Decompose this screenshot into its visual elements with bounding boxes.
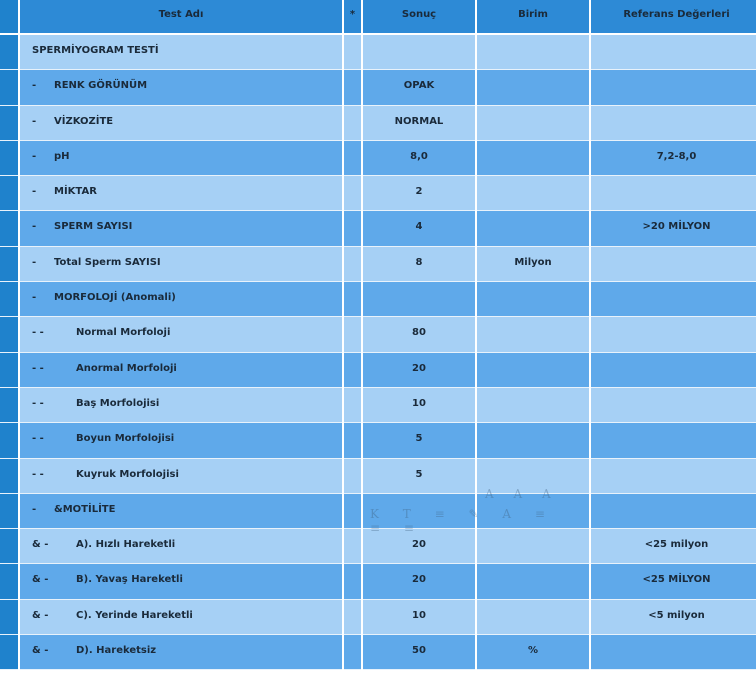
result-cell[interactable]: [363, 282, 475, 317]
row-prefix: - -: [32, 327, 44, 339]
unit-cell[interactable]: [477, 494, 589, 529]
row-gutter: [0, 600, 18, 635]
unit-cell[interactable]: %: [477, 635, 589, 670]
star-cell[interactable]: [344, 70, 361, 105]
result-cell[interactable]: 10: [363, 388, 475, 423]
reference-cell[interactable]: [591, 282, 756, 317]
row-prefix: -: [32, 256, 37, 268]
test-name-cell[interactable]: [20, 600, 342, 635]
row-prefix: -: [32, 115, 37, 127]
result-cell[interactable]: 20: [363, 353, 475, 388]
header-test-name[interactable]: Test Adı: [20, 0, 342, 35]
star-cell[interactable]: [344, 106, 361, 141]
star-cell[interactable]: [344, 282, 361, 317]
reference-cell[interactable]: [591, 459, 756, 494]
test-name: Boyun Morfolojisi: [76, 433, 175, 445]
test-name-cell[interactable]: [20, 211, 342, 246]
test-name-cell[interactable]: [20, 388, 342, 423]
test-name-cell[interactable]: [20, 35, 342, 70]
test-name-cell[interactable]: [20, 317, 342, 352]
reference-cell[interactable]: >20 MİLYON: [591, 211, 756, 246]
star-cell[interactable]: [344, 529, 361, 564]
test-name: A). Hızlı Hareketli: [76, 539, 176, 551]
test-name: Baş Morfolojisi: [76, 397, 160, 409]
row-prefix: -: [32, 80, 37, 92]
star-cell[interactable]: [344, 247, 361, 282]
row-gutter: [0, 176, 18, 211]
row-prefix: -: [32, 150, 37, 162]
star-cell[interactable]: [344, 317, 361, 352]
test-name-cell[interactable]: [20, 564, 342, 599]
row-gutter: [0, 247, 18, 282]
row-prefix: & -: [32, 645, 49, 657]
star-cell[interactable]: [344, 35, 361, 70]
test-name-cell[interactable]: [20, 282, 342, 317]
test-name: SPERM SAYISI: [54, 221, 133, 233]
star-cell[interactable]: [344, 211, 361, 246]
test-name-cell[interactable]: [20, 106, 342, 141]
test-name: Anormal Morfoloji: [76, 362, 177, 374]
row-gutter: [0, 317, 18, 352]
reference-cell[interactable]: [591, 353, 756, 388]
result-cell[interactable]: [363, 494, 475, 529]
row-prefix: -: [32, 186, 37, 198]
result-cell[interactable]: [363, 35, 475, 70]
unit-cell[interactable]: [477, 388, 589, 423]
unit-cell[interactable]: [477, 564, 589, 599]
test-name: RENK GÖRÜNÜM: [54, 80, 148, 92]
result-cell[interactable]: 2: [363, 176, 475, 211]
unit-cell[interactable]: [477, 529, 589, 564]
test-name: SPERMİYOGRAM TESTİ: [32, 45, 159, 56]
star-cell[interactable]: [344, 564, 361, 599]
row-prefix: -: [32, 221, 37, 233]
row-gutter: [0, 459, 18, 494]
test-name-cell[interactable]: [20, 635, 342, 670]
star-cell[interactable]: [344, 423, 361, 458]
star-cell[interactable]: [344, 635, 361, 670]
faded-toolbar-row-2: K T ≡ ✎ A ≡ ≡ ≡: [370, 507, 555, 535]
star-cell[interactable]: [344, 459, 361, 494]
unit-cell[interactable]: [477, 282, 589, 317]
row-gutter: [0, 282, 18, 317]
row-prefix: & -: [32, 609, 49, 621]
result-cell[interactable]: NORMAL: [363, 106, 475, 141]
unit-cell[interactable]: Milyon: [477, 247, 589, 282]
header-star[interactable]: *: [344, 0, 361, 35]
reference-cell[interactable]: <25 milyon: [591, 529, 756, 564]
unit-cell[interactable]: [477, 106, 589, 141]
unit-cell[interactable]: [477, 353, 589, 388]
test-name-cell[interactable]: [20, 247, 342, 282]
header-reference[interactable]: Referans Değerleri: [591, 0, 756, 35]
result-cell[interactable]: 20: [363, 529, 475, 564]
unit-cell[interactable]: [477, 423, 589, 458]
test-name-cell[interactable]: [20, 141, 342, 176]
reference-cell[interactable]: <25 MİLYON: [591, 564, 756, 599]
reference-cell[interactable]: [591, 317, 756, 352]
row-prefix: - -: [32, 397, 44, 409]
unit-cell[interactable]: [477, 600, 589, 635]
row-gutter: [0, 353, 18, 388]
reference-cell[interactable]: [591, 494, 756, 529]
star-cell[interactable]: [344, 141, 361, 176]
reference-cell[interactable]: [591, 635, 756, 670]
reference-cell[interactable]: [591, 176, 756, 211]
result-cell[interactable]: 4: [363, 211, 475, 246]
row-prefix: & -: [32, 574, 49, 586]
header-gutter: [0, 0, 18, 35]
reference-cell[interactable]: [591, 388, 756, 423]
row-gutter: [0, 141, 18, 176]
row-gutter: [0, 70, 18, 105]
result-cell[interactable]: 10: [363, 600, 475, 635]
result-cell[interactable]: 8,0: [363, 141, 475, 176]
test-name-cell[interactable]: [20, 176, 342, 211]
result-cell[interactable]: 80: [363, 317, 475, 352]
test-name-cell[interactable]: [20, 529, 342, 564]
test-name: Total Sperm SAYISI: [54, 256, 161, 268]
result-cell[interactable]: OPAK: [363, 70, 475, 105]
test-name: &MOTİLİTE: [54, 503, 116, 515]
unit-cell[interactable]: [477, 176, 589, 211]
row-gutter: [0, 494, 18, 529]
result-cell[interactable]: 8: [363, 247, 475, 282]
row-gutter: [0, 35, 18, 70]
result-cell[interactable]: 5: [363, 459, 475, 494]
test-name: MORFOLOJİ (Anomali): [54, 292, 176, 304]
row-gutter: [0, 106, 18, 141]
reference-cell[interactable]: [591, 70, 756, 105]
row-gutter: [0, 211, 18, 246]
row-prefix: - -: [32, 433, 44, 445]
header-result[interactable]: Sonuç: [363, 0, 475, 35]
reference-cell[interactable]: [591, 106, 756, 141]
row-prefix: -: [32, 292, 37, 304]
unit-cell[interactable]: [477, 459, 589, 494]
test-name-cell[interactable]: [20, 494, 342, 529]
test-name: Normal Morfoloji: [76, 327, 171, 339]
reference-cell[interactable]: <5 milyon: [591, 600, 756, 635]
test-name: C). Yerinde Hareketli: [76, 609, 193, 621]
test-name-cell[interactable]: [20, 353, 342, 388]
star-cell[interactable]: [344, 176, 361, 211]
test-name: D). Hareketsiz: [76, 645, 157, 657]
row-gutter: [0, 423, 18, 458]
row-prefix: - -: [32, 468, 44, 480]
test-name: pH: [54, 150, 70, 162]
row-gutter: [0, 388, 18, 423]
test-name-cell[interactable]: [20, 423, 342, 458]
unit-cell[interactable]: [477, 70, 589, 105]
test-name: Kuyruk Morfolojisi: [76, 468, 179, 480]
star-cell[interactable]: [344, 600, 361, 635]
star-cell[interactable]: [344, 353, 361, 388]
star-cell[interactable]: [344, 494, 361, 529]
result-cell[interactable]: 20: [363, 564, 475, 599]
unit-cell[interactable]: [477, 317, 589, 352]
reference-cell[interactable]: [591, 247, 756, 282]
test-name: MİKTAR: [54, 186, 97, 198]
reference-cell[interactable]: [591, 35, 756, 70]
row-gutter: [0, 529, 18, 564]
reference-cell[interactable]: 7,2-8,0: [591, 141, 756, 176]
row-prefix: - -: [32, 362, 44, 374]
result-cell[interactable]: 5: [363, 423, 475, 458]
row-prefix: & -: [32, 539, 49, 551]
reference-cell[interactable]: [591, 423, 756, 458]
test-name-cell[interactable]: [20, 70, 342, 105]
test-name: B). Yavaş Hareketli: [76, 574, 183, 586]
row-prefix: -: [32, 503, 37, 515]
test-name: VİZKOZİTE: [54, 115, 114, 127]
unit-cell[interactable]: [477, 141, 589, 176]
row-gutter: [0, 564, 18, 599]
faded-toolbar-row-1: A A A: [485, 487, 559, 501]
unit-cell[interactable]: [477, 35, 589, 70]
result-cell[interactable]: 50: [363, 635, 475, 670]
test-name-cell[interactable]: [20, 459, 342, 494]
header-unit[interactable]: Birim: [477, 0, 589, 35]
star-cell[interactable]: [344, 388, 361, 423]
row-gutter: [0, 635, 18, 670]
unit-cell[interactable]: [477, 211, 589, 246]
